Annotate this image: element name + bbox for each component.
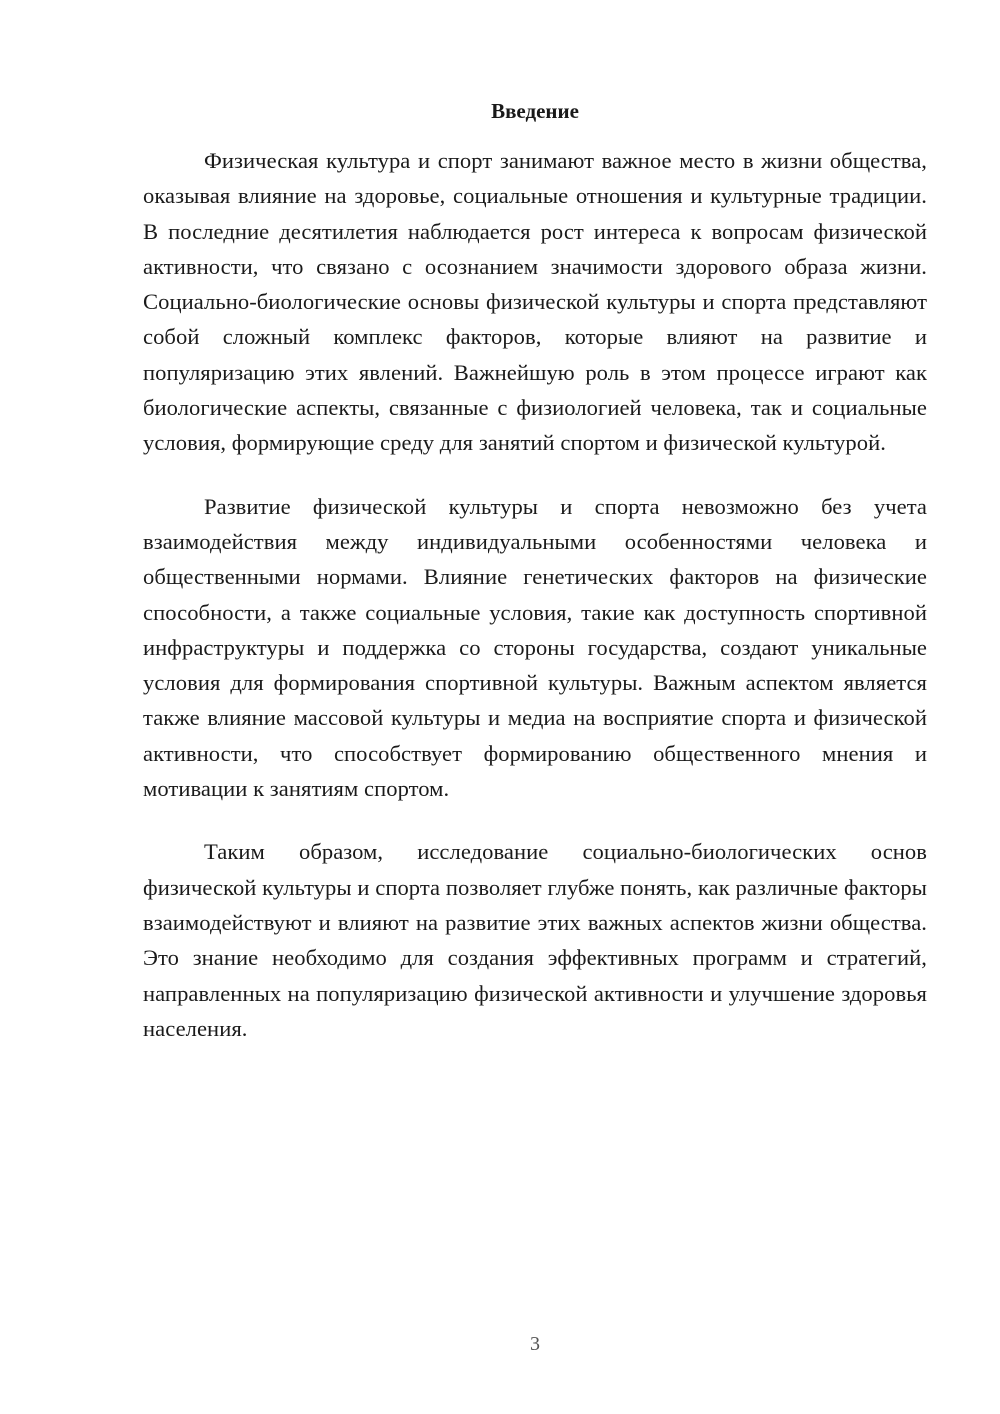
body-text <box>143 143 927 1074</box>
page-number: 3 <box>530 1333 540 1355</box>
paragraph-2: Развитие физической культуры и спорта невозможно без учета взаимодействия между индивидуальными особенностями человека и общественными нормами. Влияние генетических факторов на физические способности, а также социальные условия, такие как доступность спортивной инфраструктуры и поддержка со стороны государства, создают уникальные условия для формирования спортивной культуры. Важным аспектом является также влияние массовой культуры и медиа на восприятие спорта и физической активности, что способствует формированию общественного мнения и мотивации к занятиям спортом. <box>143 493 927 802</box>
paragraph-1: Физическая культура и спорт занимают важное место в жизни общества, оказывая влияние на здоровье, социальные отношения и культурные традиции. В последние десятилетия наблюдается рост интереса к вопросам физической активности, что связано с осознанием значимости здорового образа жизни. Социально-биологические основы физической культуры и спорта представляют собой сложный комплекс факторов, которые влияют на развитие и популяризацию этих явлений. Важнейшую роль в этом процессе играют как биологические аспекты, связанные с физиологией человека, так и социальные условия, формирующие среду для занятий спортом и физической культурой. <box>143 148 927 456</box>
section-heading: Введение <box>491 99 579 123</box>
paragraph-3: Таким образом, исследование социально-биологических основ физической культуры и спорта позволяет глубже понять, как различные факторы взаимодействуют и влияют на развитие этих важных аспектов жизни общества. Это знание необходимо для создания эффективных программ и стратегий, направленных на популяризацию физической активности и улучшение здоровья населения. <box>143 839 927 1041</box>
